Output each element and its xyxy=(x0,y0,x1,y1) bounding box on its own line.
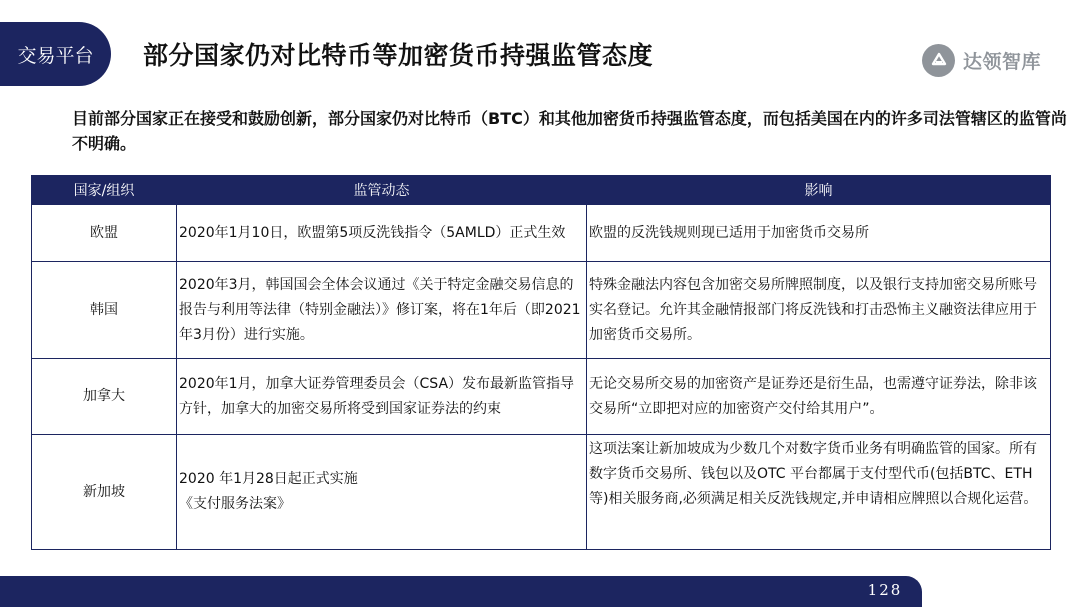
header-impact: 影响 xyxy=(587,176,1051,205)
logo-mark-icon xyxy=(922,44,955,77)
regulation-table xyxy=(31,175,1051,550)
row-dynamics: 2020年1月10日，欧盟第5项反洗钱指令（5AMLD）正式生效 xyxy=(177,205,587,262)
page-title: 部分国家仍对比特币等加密货币持强监管态度 xyxy=(143,41,654,70)
table-row xyxy=(32,435,1051,550)
row-impact: 这项法案让新加坡成为少数几个对数字货币业务有明确监管的国家。所有数字货币交易所、钱包以及OTC 平台都属于支付型代币(包括BTC、ETH 等)相关服务商,必须满足相关反洗钱规定,并申请相应牌照以合规化运营。 xyxy=(587,435,1051,550)
table-row xyxy=(32,205,1051,262)
header-dynamics: 监管动态 xyxy=(177,176,587,205)
row-impact: 欧盟的反洗钱规则现已适用于加密货币交易所 xyxy=(587,205,1051,262)
intro-paragraph: 目前部分国家正在接受和鼓励创新，部分国家仍对比特币（BTC）和其他加密货币持强监管态度，而包括美国在内的许多司法管辖区的监管尚不明确。 xyxy=(72,109,1067,153)
table-row xyxy=(32,359,1051,435)
dynamics-line: 2020 年1月28日起正式实施 xyxy=(179,471,358,487)
footer-bar xyxy=(0,576,922,607)
row-impact: 特殊金融法内容包含加密交易所牌照制度，以及银行支持加密交易所账号实名登记。允许其金融情报部门将反洗钱和打击恐怖主义融资法律应用于加密货币交易所。 xyxy=(587,262,1051,359)
row-country: 欧盟 xyxy=(32,205,177,262)
header-country: 国家/组织 xyxy=(32,176,177,205)
page-number: 128 xyxy=(867,581,903,599)
dynamics-line: 《支付服务法案》 xyxy=(179,496,291,512)
section-tag: 交易平台 xyxy=(0,22,111,86)
row-dynamics xyxy=(177,435,587,550)
row-dynamics: 2020年3月，韩国国会全体会议通过《关于特定金融交易信息的报告与利用等法律（特别金融法）》修订案，将在1年后（即2021年3月份）进行实施。 xyxy=(177,262,587,359)
brand-logo xyxy=(922,43,1041,77)
table-header-row xyxy=(32,176,1051,205)
table-row xyxy=(32,262,1051,359)
row-country: 韩国 xyxy=(32,262,177,359)
row-impact: 无论交易所交易的加密资产是证券还是衍生品，也需遵守证券法，除非该交易所“立即把对应的加密资产交付给其用户”。 xyxy=(587,359,1051,435)
row-dynamics: 2020年1月，加拿大证券管理委员会（CSA）发布最新监管指导方针，加拿大的加密交易所将受到国家证券法的约束 xyxy=(177,359,587,435)
row-country: 加拿大 xyxy=(32,359,177,435)
logo-text: 达领智库 xyxy=(963,50,1042,73)
row-country: 新加坡 xyxy=(32,435,177,550)
